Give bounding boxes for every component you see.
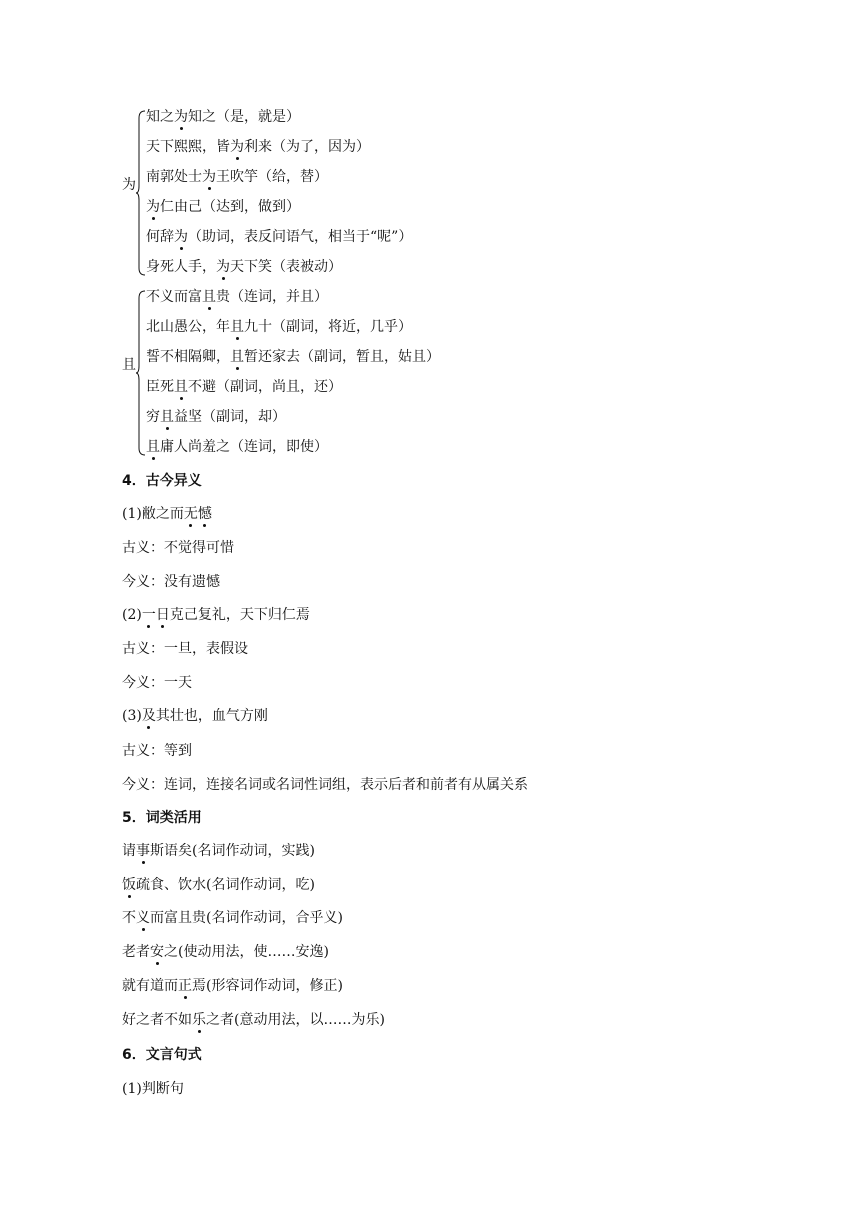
- example-3-old-meaning: 古义：等到: [122, 743, 192, 759]
- list-item: 老者安之(使动用法，使……安逸): [122, 944, 329, 960]
- list-item: 不义而富且贵（连词，并且）: [146, 289, 328, 305]
- list-item: 为仁由己（达到，做到）: [146, 199, 300, 215]
- list-item: 不义而富且贵(名词作动词，合乎义): [122, 910, 343, 926]
- example-2-new-meaning: 今义：一天: [122, 675, 192, 691]
- list-item: 身死人手，为天下笑（表被动）: [146, 259, 342, 275]
- list-item: 何辞为（助词，表反问语气，相当于“呢”）: [146, 229, 413, 245]
- brace-icon: [136, 110, 146, 276]
- example-1-old-meaning: 古义：不觉得可惜: [122, 540, 234, 556]
- list-item: 北山愚公，年且九十（副词，将近，几乎）: [146, 319, 412, 335]
- group-head-wei: 为: [122, 177, 136, 193]
- brace-icon: [136, 290, 146, 456]
- list-item: 知之为知之（是，就是）: [146, 109, 300, 125]
- example-2: (2)一日克己复礼，天下归仁焉: [122, 607, 310, 623]
- list-item: 南郭处士为王吹竽（给，替）: [146, 169, 328, 185]
- example-1-new-meaning: 今义：没有遗憾: [122, 574, 220, 590]
- section-6-heading: 6．文言句式: [122, 1047, 202, 1063]
- example-3: (3)及其壮也，血气方刚: [122, 708, 268, 724]
- subsection-heading: (1)判断句: [122, 1081, 184, 1097]
- example-2-old-meaning: 古义：一旦，表假设: [122, 641, 248, 657]
- section-5-heading: 5．词类活用: [122, 810, 202, 826]
- list-item: 饭疏食、饮水(名词作动词，吃): [122, 877, 315, 893]
- list-item: 好之者不如乐之者(意动用法，以……为乐): [122, 1012, 385, 1028]
- group-head-qie: 且: [122, 357, 136, 373]
- list-item: 誓不相隔卿，且暂还家去（副词，暂且，姑且）: [146, 349, 440, 365]
- list-item: 请事斯语矣(名词作动词，实践): [122, 843, 315, 859]
- list-item: 天下熙熙，皆为利来（为了，因为）: [146, 139, 370, 155]
- list-item: 就有道而正焉(形容词作动词，修正): [122, 978, 343, 994]
- example-3-new-meaning: 今义：连词，连接名词或名词性词组，表示后者和前者有从属关系: [122, 777, 528, 793]
- section-4-heading: 4．古今异义: [122, 473, 202, 489]
- list-item: 臣死且不避（副词，尚且，还）: [146, 379, 342, 395]
- list-item: 穷且益坚（副词，却）: [146, 409, 286, 425]
- example-1: (1)敝之而无憾: [122, 506, 212, 522]
- list-item: 且庸人尚羞之（连词，即使）: [146, 439, 328, 455]
